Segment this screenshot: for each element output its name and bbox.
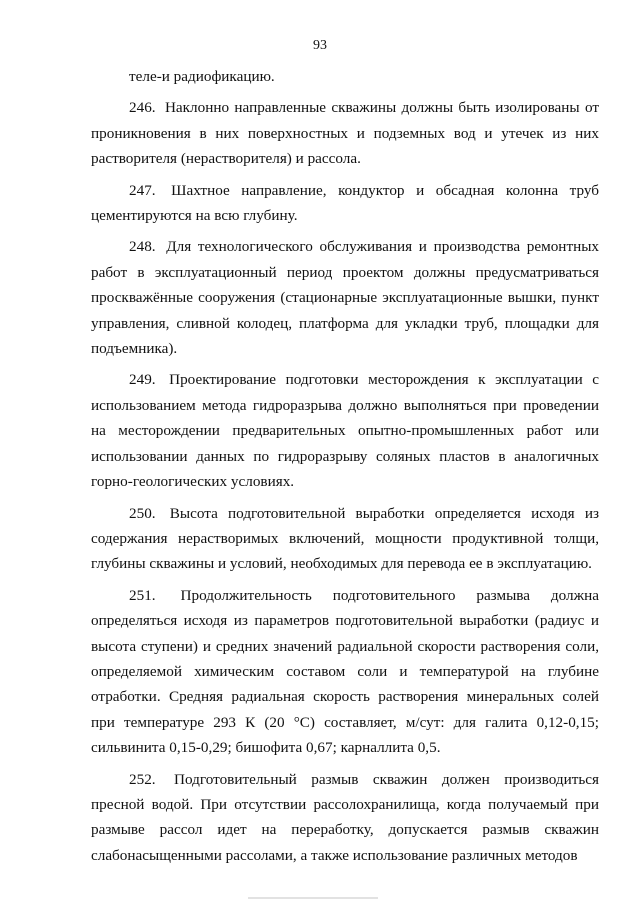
paragraph-247 xyxy=(91,178,599,229)
paragraph-continuation xyxy=(91,64,599,89)
paragraph-number: 250. xyxy=(129,504,156,522)
paragraph-text: Продолжительность подготовительного размыва должна определяться исходя из параметров подготовительной выработки (радиус и высота ступени) и средних значений радиальной скорости растворения соли, определяемой химическим составом соли и температурой на глубине отработки. Средняя радиальная скорость растворения минеральных солей при температуре 293 К (20 °С) составляет, м/сут: для галита 0,12-0,15; сильвинита 0,15-0,29; бишофита 0,67; карналлита 0,5. xyxy=(91,586,599,757)
paragraph-246 xyxy=(91,95,599,171)
paragraph-text: Высота подготовительной выработки определяется исходя из содержания нерастворимых включений, мощности продуктивной толщи, глубины скважины и условий, необходимых для перевода ее в эксплуатацию. xyxy=(91,504,600,573)
paragraph-text: Наклонно направленные скважины должны быть изолированы от проникновения в них поверхностных и подземных вод и утечек из них растворителя (нерастворителя) и рассола. xyxy=(91,99,600,168)
page-number: 93 xyxy=(313,38,327,53)
paragraph-text: Подготовительный размыв скважин должен производиться пресной водой. При отсутствии рассолохранилища, когда получаемый при размыве рассол идет на переработку, допускается размыв скважин слабонасыщенными рассолами, а также использование различных методов xyxy=(91,770,600,864)
paragraph-250 xyxy=(91,501,599,577)
paragraph-text: Для технологического обслуживания и производства ремонтных работ в эксплуатационный период проектом должны предусматриваться проскважённые сооружения (стационарные эксплуатационные вышки, пункт управления, сливной колодец, платформа для укладки труб, площадки для подъемника). xyxy=(91,238,600,358)
paragraph-text: теле-и радиофикацию. xyxy=(129,68,275,85)
paragraph-249 xyxy=(91,367,599,494)
scan-artifact xyxy=(248,897,378,899)
paragraph-248 xyxy=(91,234,599,361)
paragraph-number: 246. xyxy=(129,99,156,117)
paragraph-number: 249. xyxy=(129,371,156,389)
paragraph-number: 251. xyxy=(129,586,156,604)
paragraph-252 xyxy=(91,767,599,869)
paragraph-text: Шахтное направление, кондуктор и обсадная колонна труб цементируются на всю глубину. xyxy=(91,181,600,225)
paragraph-number: 248. xyxy=(129,238,156,256)
document-body xyxy=(91,64,599,868)
paragraph-number: 247. xyxy=(129,181,156,199)
paragraph-text: Проектирование подготовки месторождения к эксплуатации с использованием метода гидроразрыва должно выполняться при проведении на месторождении предварительных опытно-промышленных работ или использовании данных по гидроразрыву соляных пластов в аналогичных горно-геологических условиях. xyxy=(91,371,600,491)
paragraph-251 xyxy=(91,583,599,761)
paragraph-number: 252. xyxy=(129,770,156,788)
